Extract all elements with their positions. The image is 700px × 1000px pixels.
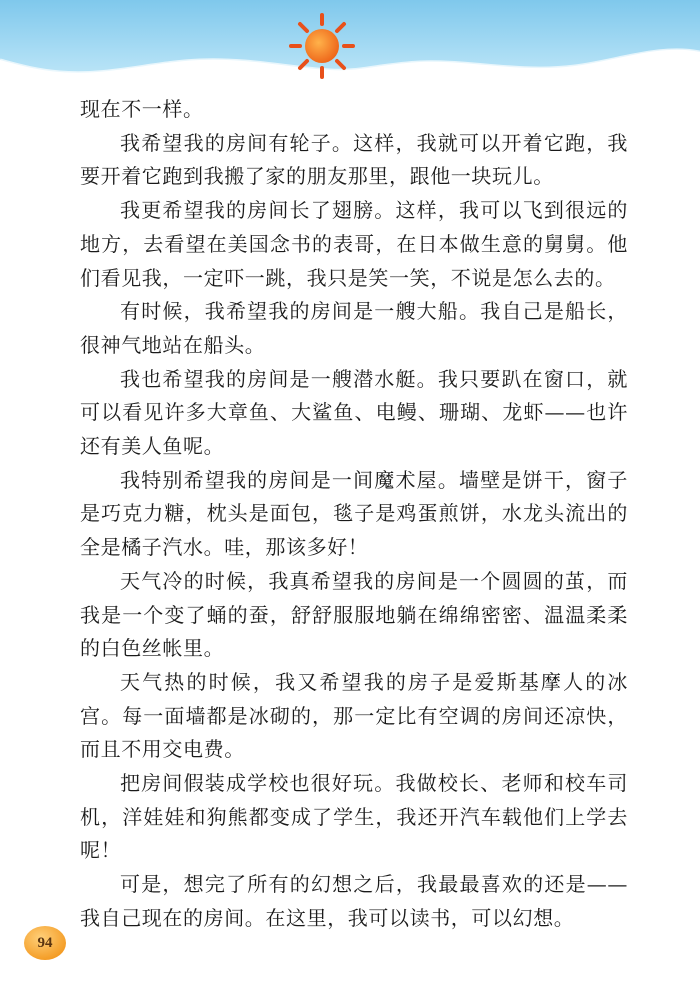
page-number-badge bbox=[22, 924, 68, 962]
page-header-banner bbox=[0, 0, 700, 92]
paragraph-6: 我特别希望我的房间是一间魔术屋。墙壁是饼干，窗子是巧克力糖，枕头是面包，毯子是鸡蛋煎饼，水龙头流出的全是橘子汽水。哇，那该多好！ bbox=[80, 467, 628, 560]
sun-icon bbox=[291, 15, 353, 77]
paragraph-4: 有时候，我希望我的房间是一艘大船。我自己是船长，很神气地站在船头。 bbox=[80, 299, 628, 357]
paragraph-3: 我更希望我的房间长了翅膀。这样，我可以飞到很远的地方，去看望在美国念书的表哥，在日本做生意的舅舅。他们看见我，一定吓一跳，我只是笑一笑，不说是怎么去的。 bbox=[80, 198, 628, 290]
page-number: 94 bbox=[37, 935, 53, 951]
sky-wave-decoration bbox=[0, 0, 700, 92]
paragraph-7: 天气冷的时候，我真希望我的房间是一个圆圆的茧，而我是一个变了蛹的蚕，舒舒服服地躺在绵绵密密、温温柔柔的白色丝帐里。 bbox=[80, 568, 628, 661]
paragraph-9: 把房间假装成学校也很好玩。我做校长、老师和校车司机，洋娃娃和狗熊都变成了学生，我还开汽车载他们上学去呢！ bbox=[80, 771, 628, 863]
paragraph-8: 天气热的时候，我又希望我的房子是爱斯基摩人的冰宫。每一面墙都是冰砌的，那一定比有空调的房间还凉快，而且不用交电费。 bbox=[80, 669, 628, 762]
paragraph-1: 现在不一样。 bbox=[80, 97, 204, 121]
paragraph-10: 可是，想完了所有的幻想之后，我最最喜欢的还是——我自己现在的房间。在这里，我可以读书，可以幻想。 bbox=[80, 872, 628, 930]
paragraph-2: 我希望我的房间有轮子。这样，我就可以开着它跑，我要开着它跑到我搬了家的朋友那里，跟他一块玩儿。 bbox=[80, 130, 628, 189]
paragraph-5: 我也希望我的房间是一艘潜水艇。我只要趴在窗口，就可以看见许多大章鱼、大鲨鱼、电鳗、珊瑚、龙虾——也许还有美人鱼呢。 bbox=[80, 366, 628, 459]
story-text bbox=[80, 93, 628, 936]
